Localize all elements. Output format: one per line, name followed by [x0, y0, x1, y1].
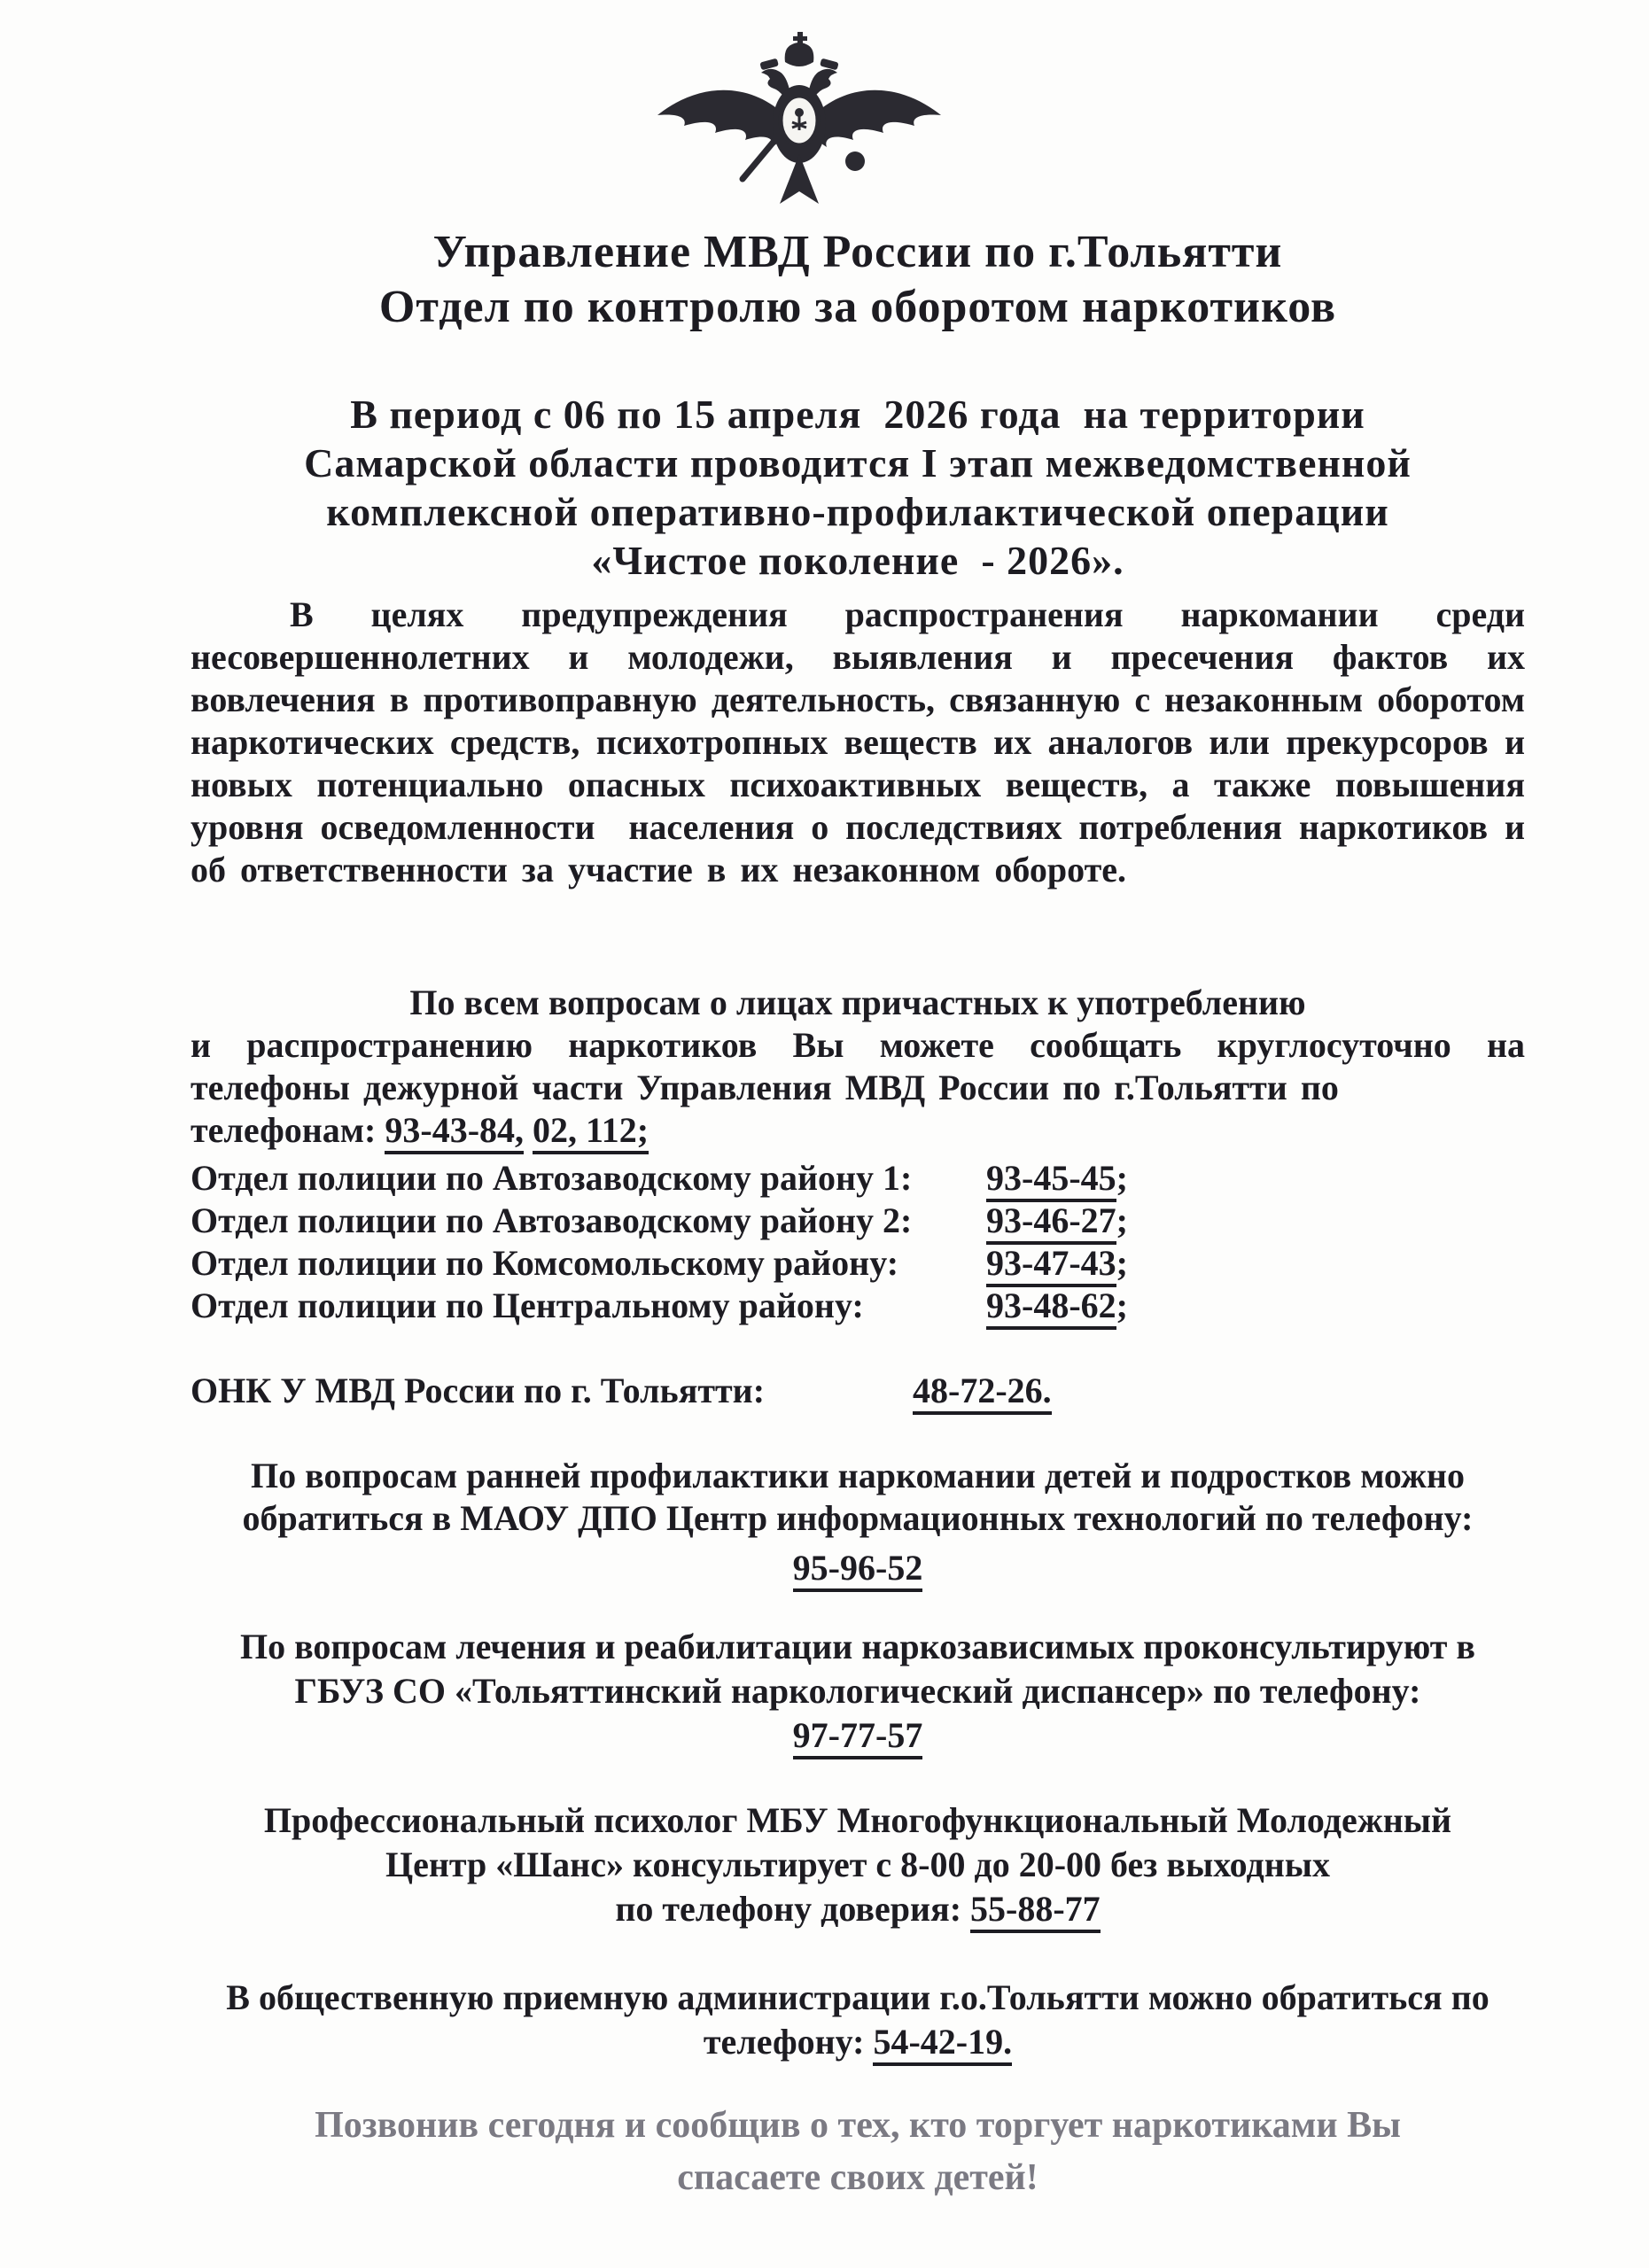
org-header [191, 225, 1525, 335]
org-name-line1: Управление МВД России по г.Тольятти [432, 227, 1283, 277]
report-intro-line: По всем вопросам о лицах причастных к употреблению [409, 983, 1306, 1022]
psychologist-contact-block [191, 1798, 1525, 1931]
department-phone-row [191, 1200, 1525, 1242]
prevention-line: обратиться в МАОУ ДПО Центр информационных технологий по телефону: [242, 1498, 1474, 1538]
treatment-line: ГБУЗ СО «Тольяттинский наркологический диспансер» по телефону: [294, 1671, 1421, 1711]
department-phone-row [191, 1242, 1525, 1285]
treatment-line: По вопросам лечения и реабилитации наркозависимых проконсультируют в [239, 1627, 1475, 1666]
department-label: Отдел полиции по Автозаводскому району 2: [191, 1200, 913, 1240]
footer-line: спасаете своих детей! [677, 2157, 1038, 2198]
treatment-phone-number: 97-77-57 [191, 1713, 1525, 1758]
department-phone-row [191, 1285, 1525, 1327]
org-name-line2: Отдел по контролю за оборотом наркотиков [378, 282, 1337, 332]
purpose-paragraph: В целях предупреждения распространения наркомании среди несовершеннолетних и молодежи, выявления и пресечения фактов их вовлечения в противоправную деятельность, связанную с незаконным оборотом наркотических средств, психотропных веществ их аналогов или прекурсоров и новых потенциально опасных психоактивных веществ, а также повышения уровня осведомленности населения о последствиях потребления наркотиков и об ответственности за участие в их незаконном обороте. [191, 594, 1525, 889]
department-number: 93-48-62; [986, 1285, 1525, 1327]
prevention-line: По вопросам ранней профилактики наркомании детей и подростков можно [251, 1456, 1465, 1495]
department-label: Отдел полиции по Автозаводскому району 1: [191, 1158, 913, 1198]
onk-phone-row [191, 1370, 1525, 1412]
department-number: 93-45-45; [986, 1157, 1525, 1200]
public-reception-block [191, 1976, 1525, 2064]
police-departments-list [191, 1157, 1525, 1327]
emergency-phone-numbers: 02, 112; [533, 1110, 649, 1154]
duty-phones-line [191, 1109, 1525, 1152]
operation-announcement [191, 390, 1525, 585]
announcement-line: В период с 06 по 15 апреля 2026 года на территории [350, 392, 1365, 437]
operation-name-line: «Чистое поколение - 2026». [591, 538, 1124, 583]
onk-number: 48-72-26. [913, 1370, 1525, 1412]
psychologist-line: Центр «Шанс» консультирует с 8-00 до 20-00 без выходных [385, 1845, 1331, 1884]
treatment-contact-block [191, 1625, 1525, 1758]
report-contacts-paragraph [191, 982, 1525, 1152]
department-label: Отдел полиции по Комсомольскому району: [191, 1243, 899, 1283]
helpline-phone-number: 55-88-77 [970, 1889, 1101, 1933]
reception-phone-number: 54-42-19. [873, 2022, 1012, 2066]
reception-line: В общественную приемную администрации г.о.Тольятти можно обратиться по [226, 1977, 1490, 2017]
department-phone-row [191, 1157, 1525, 1200]
footer-line: Позвонив сегодня и сообщив о тех, кто торгует наркотиками Вы [315, 2105, 1401, 2146]
mvd-emblem-icon [649, 28, 950, 213]
onk-label: ОНК У МВД России по г. Тольятти: [191, 1371, 766, 1410]
department-number: 93-46-27; [986, 1200, 1525, 1242]
report-body-text: и распространению наркотиков Вы можете сообщать круглосуточно на телефоны дежурной части Управления МВД России по г.Тольятти по [191, 1025, 1525, 1107]
psychologist-line: Профессиональный психолог МБУ Многофункциональный Молодежный [263, 1800, 1452, 1840]
reception-phone-line [191, 2020, 1525, 2064]
prevention-phone-number: 95-96-52 [191, 1547, 1525, 1589]
announcement-line: Самарской области проводится I этап межведомственной [304, 440, 1412, 485]
call-to-action-footer [191, 2100, 1525, 2204]
helpline-label: по телефону доверия: [615, 1889, 971, 1929]
helpline-line [191, 1887, 1525, 1931]
department-label: Отдел полиции по Центральному району: [191, 1285, 864, 1325]
department-number: 93-47-43; [986, 1242, 1525, 1285]
duty-phone-number: 93-43-84, [385, 1110, 524, 1154]
announcement-line: комплексной оперативно-профилактической операции [326, 489, 1389, 534]
prevention-contact-block [191, 1455, 1525, 1589]
reception-phone-label: телефону: [703, 2022, 874, 2062]
duty-phones-label: телефонам: [191, 1110, 385, 1150]
